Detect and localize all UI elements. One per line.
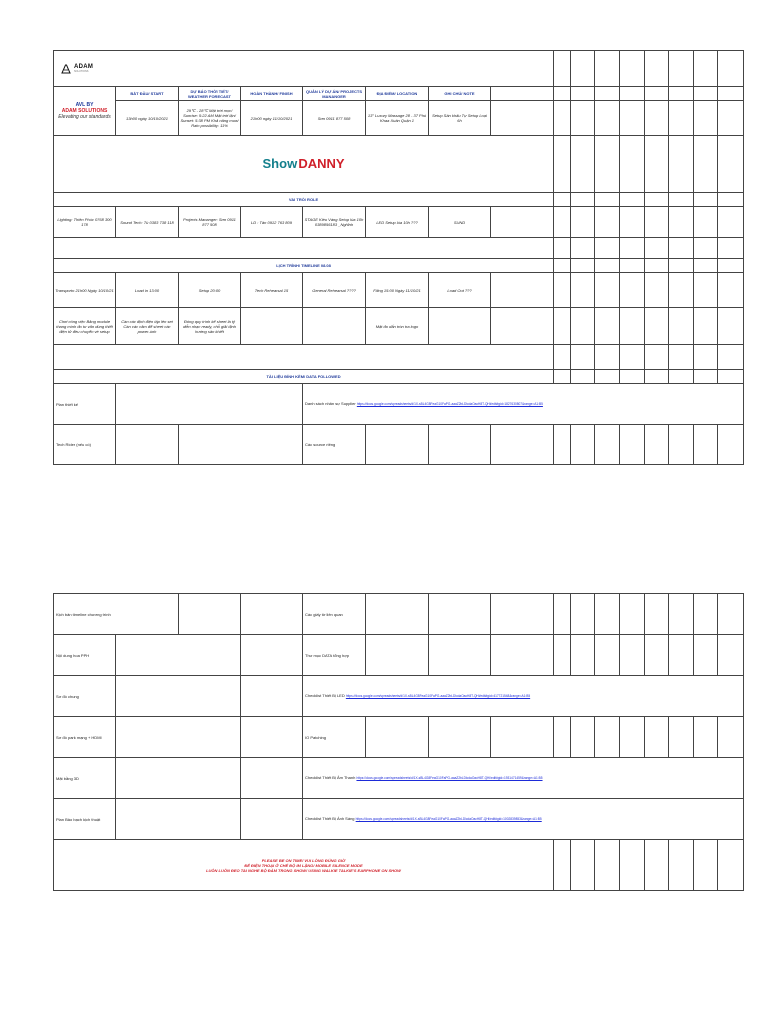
lower-r4-left: Sơ đồ park mạng + HDMI [54, 717, 116, 758]
doc-supplier-link[interactable]: https://docs.google.com/spreadsheets/d/1X-sBL4G8FeaG10FaPG-aaaZ2bLDlcdaOacH8T-QHi/edit#gid=1827630807&range=A1:B5 [356, 402, 543, 406]
role-ld: LD : Tân 0912 763 809 [241, 207, 303, 238]
doc-plan: Plan thiết kế [54, 384, 116, 425]
header-finish: HOÀN THÀNH/ FINISH [241, 87, 303, 101]
timeline-setup: Setup 20:00 [179, 273, 241, 308]
lower-r1-left: Kịch bản timeline chương trình [54, 594, 179, 635]
info-pm: Sơn 0911 877 508 [303, 101, 366, 136]
lower-sheet [53, 593, 744, 891]
lower-r3-right: Checklist Thiết Bị LED [305, 693, 345, 698]
timeline-loadin: Load in 13:00 [116, 273, 179, 308]
doc-supplier-label: Danh sách nhân sự Supplier [305, 401, 356, 406]
company-line1: AVL BY [75, 102, 94, 108]
task-3: Đóng quy trình kế sheet là tỷ diễn nhạc ready, chỗ giải định hướng sân khiết [179, 308, 241, 345]
doc-rider: Tech Rider (nếu có) [54, 425, 116, 465]
header-start: BẮT ĐẦU/ START [116, 87, 179, 101]
lower-r6-right: Checklist Thiết Bị Ánh Sáng [305, 816, 355, 821]
lower-r4-right: IO Patching [303, 717, 366, 758]
header-weather: DỰ BÁO THỜI TIẾT/ WEATHER FORECAST [179, 87, 241, 101]
company-cell [54, 87, 116, 136]
docs-title: TÀI LIỆU ĐÍNH KÈM/ DATA FOLLOWED [54, 370, 554, 384]
show-word: Show [262, 156, 298, 171]
timeline-filing: Filing 15:00 Ngày 11/10/21 [366, 273, 429, 308]
logo-cell [54, 51, 554, 87]
task-4: Mặt đo dắn tròn tra logo [366, 308, 429, 345]
role-sund: SUND [429, 207, 491, 238]
brand-name: ADAM [74, 64, 94, 70]
roles-title: VAI TRÒ/ ROLE [54, 193, 554, 207]
lower-r3-right-cell [303, 676, 744, 717]
role-lighting: Lighting: Thiên Phúc 0768 300 178 [54, 207, 116, 238]
role-sound: Sound Tech: Tú 0383 738 118 [116, 207, 179, 238]
adam-logo-icon [61, 64, 71, 74]
info-location: 13° Luxury Massage 28 - 37 Phú Khaa Xuân Quận 1 [366, 101, 429, 136]
notice-line3: LUÔN LUÔN ĐEO TAI NGHE BỘ ĐÀM TRONG SHOW/ USING WALKIE TALKIE'S EARPHONE ON SHOW [206, 867, 401, 873]
lower-r6-link[interactable]: https://docs.google.com/spreadsheets/d/1X-sBL4G8FeaG10FaPG-aaaZ2bLDlcdaOacH8T-QHi/edit#gid=1002839853&range=A1:B5 [355, 817, 542, 821]
info-weather: 29℃ - 28℃ Mặt trời mọc/ Sunrise: 5:22 AM Mặt trời lặn/ Sunset: 5:38 PM Khả năng mưa/ Rain possibility: 11% [179, 101, 241, 136]
brand-sub: SOLUTIONS [74, 70, 89, 73]
role-pm: Projects Mananger: Sơn 0911 877 508 [179, 207, 241, 238]
lower-r3-link[interactable]: https://docs.google.com/spreadsheets/d/1X-sBL4G8FeaG10FaPG-aaaZ2bLDlcdaOacH8T-QHi/edit#gid=417721548&range=A1:B5 [345, 694, 531, 698]
doc-sound: Các source riêng [303, 425, 366, 465]
role-stage: STAGE Kiều Vàng Setup lúa 10h 0389856183 _Nghĩnh [303, 207, 366, 238]
task-1: Chơi công việc Bảng module thang mình đo tư vấn dùng thiết điện tử đều chuyển về setup [54, 308, 116, 345]
lower-r6-right-cell [303, 799, 744, 840]
info-finish: 21h00 ngày 11/10/2021 [241, 101, 303, 136]
doc-supplier-cell [303, 384, 744, 425]
lower-r6-left: Plan Bảo bạch kịch thuật [54, 799, 116, 840]
upper-sheet [53, 50, 744, 465]
header-note: GHI CHÚ/ NOTE [429, 87, 491, 101]
lower-r2-left: Nội dung hoa PPH [54, 635, 116, 676]
lower-r1-right: Các giấy tờ liên quan [303, 594, 366, 635]
timeline-tech: Tech Rehearsal 15 [241, 273, 303, 308]
timeline-transport: Transporto 21h00 Ngày 10/10/21 [54, 273, 116, 308]
lower-r2-right: Thư mục DATA tổng hợp [303, 635, 366, 676]
header-location: ĐỊA ĐIỂM/ LOCATION [366, 87, 429, 101]
company-line2: ADAM SOLUTIONS [61, 108, 108, 114]
notice-cell [54, 840, 554, 891]
lower-r5-link[interactable]: https://docs.google.com/spreadsheets/d/1X-sBL4G8FeaG10FaPG-aaaZ2bLDlcdaOacH8T-QHi/edit#gid=1931471459&range=A1:B5 [356, 776, 543, 780]
info-note: Setup Sân khấu Tự Setup Loại 6h [429, 101, 491, 136]
task-2: Cần các định điện tập lên set Cần các cảm để sheet các power-ùnh [116, 308, 179, 345]
role-led: LED Setup lúa 10h ??? [366, 207, 429, 238]
company-line3: Elevating our standards [58, 114, 111, 120]
lower-r3-left: Sơ đồ chung [54, 676, 116, 717]
lower-r5-right-cell [303, 758, 744, 799]
lower-r5-left: Mặt bằng 3D [54, 758, 116, 799]
timeline-title: LỊCH TRÌNH/ TIMELINE 08.08 [54, 259, 554, 273]
info-start: 13h00 ngày 10/10/2021 [116, 101, 179, 136]
lower-r5-right: Checklist Thiết Bị Âm Thanh [305, 775, 356, 780]
timeline-general: General Rehearsal ???? [303, 273, 366, 308]
notice-line1: PLEASE BE ON TIME/ VUI LÒNG ĐÚNG GIỜ [261, 857, 346, 863]
header-pm: QUẢN LÝ DỰ ÁN/ PROJECTS MANANGER [303, 87, 366, 101]
notice-line2: ĐỂ ĐIỆN THOẠI Ở CHẾ ĐỘ IM LẶNG/ MOBILE SILENCE MODE [244, 862, 363, 868]
show-name: DANNY [298, 156, 345, 171]
show-title [54, 136, 554, 193]
timeline-loadout: Load Out ??? [429, 273, 491, 308]
brand-logo [55, 64, 552, 74]
